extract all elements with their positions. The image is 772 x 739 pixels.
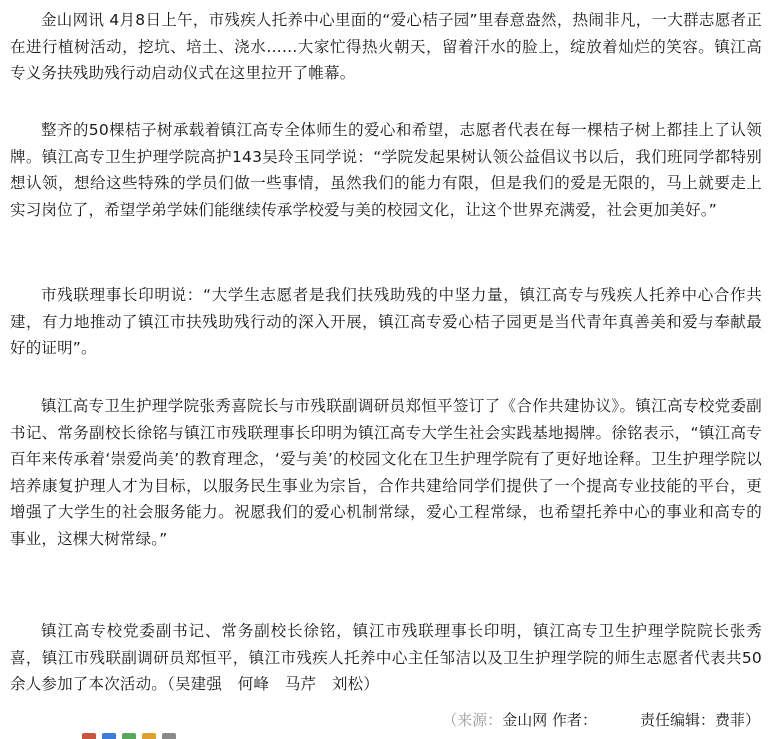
article-paragraph: 市残联理事长印明说：“大学生志愿者是我们扶残助残的中坚力量，镇江高专与残疾人托养中心合作共建，有力地推动了镇江市扶残助残行动的深入开展，镇江高专爱心桔子园更是当代青年真善美和爱与奉献最好的证明”。 xyxy=(10,286,762,357)
share-weibo-icon[interactable] xyxy=(82,733,96,739)
source-line xyxy=(442,709,760,731)
share-more-icon[interactable] xyxy=(162,733,176,739)
source-label: （来源： xyxy=(442,711,503,729)
editor-name: 费菲） xyxy=(714,711,760,729)
article-paragraph: 整齐的50棵桔子树承载着镇江高专全体师生的爱心和希望，志愿者代表在每一棵桔子树上都挂上了认领牌。镇江高专卫生护理学院高护143吴玲玉同学说：“学院发起果树认领公益倡议书以后，我们班同学都特别想认领，想给这些特殊的学员们做一些事情，虽然我们的能力有限，但是我们的爱是无限的，马上就要走上实习岗位了，希望学弟学妹们能继续传承学校爱与美的校园文化，让这个世界充满爱，社会更加美好。” xyxy=(10,121,762,219)
editor-label: 责任编辑： xyxy=(639,711,715,729)
article-paragraph: 镇江高专校党委副书记、常务副校长徐铭，镇江市残联理事长印明，镇江高专卫生护理学院院长张秀喜，镇江市残联副调研员郑恒平，镇江市残疾人托养中心主任邹洁以及卫生护理学院的师生志愿者代表共50余人参加了本次活动。（吴建强 何峰 马芹 刘松） xyxy=(10,622,762,693)
article-paragraph: 金山网讯 4月8日上午，市残疾人托养中心里面的“爱心桔子园”里春意盎然，热闹非凡，一大群志愿者正在进行植树活动，挖坑、培土、浇水……大家忙得热火朝天，留着汗水的脸上，绽放着灿烂的笑容。镇江高专义务扶残助残行动启动仪式在这里拉开了帷幕。 xyxy=(10,11,762,82)
share-wechat-icon[interactable] xyxy=(122,733,136,739)
share-buttons xyxy=(82,733,176,739)
share-qzone-icon[interactable] xyxy=(102,733,116,739)
article-paragraph: 镇江高专卫生护理学院张秀喜院长与市残联副调研员郑恒平签订了《合作共建协议》。镇江高专校党委副书记、常务副校长徐铭与镇江市残联理事长印明为镇江高专大学生社会实践基地揭牌。徐铭表示，“镇江高专百年来传承着‘崇爱尚美’的教育理念，‘爱与美’的校园文化在卫生护理学院有了更好地诠释。卫生护理学院以培养康复护理人才为目标，以服务民生事业为宗旨，合作共建给同学们提供了一个提高专业技能的平台，更增强了大学生的社会服务能力。祝愿我们的爱心机制常绿，爱心工程常绿，也希望托养中心的事业和高专的事业，这棵大树常绿。” xyxy=(10,397,762,548)
author-label: 作者： xyxy=(552,711,598,729)
share-renren-icon[interactable] xyxy=(142,733,156,739)
source-name: 金山网 xyxy=(502,711,548,729)
